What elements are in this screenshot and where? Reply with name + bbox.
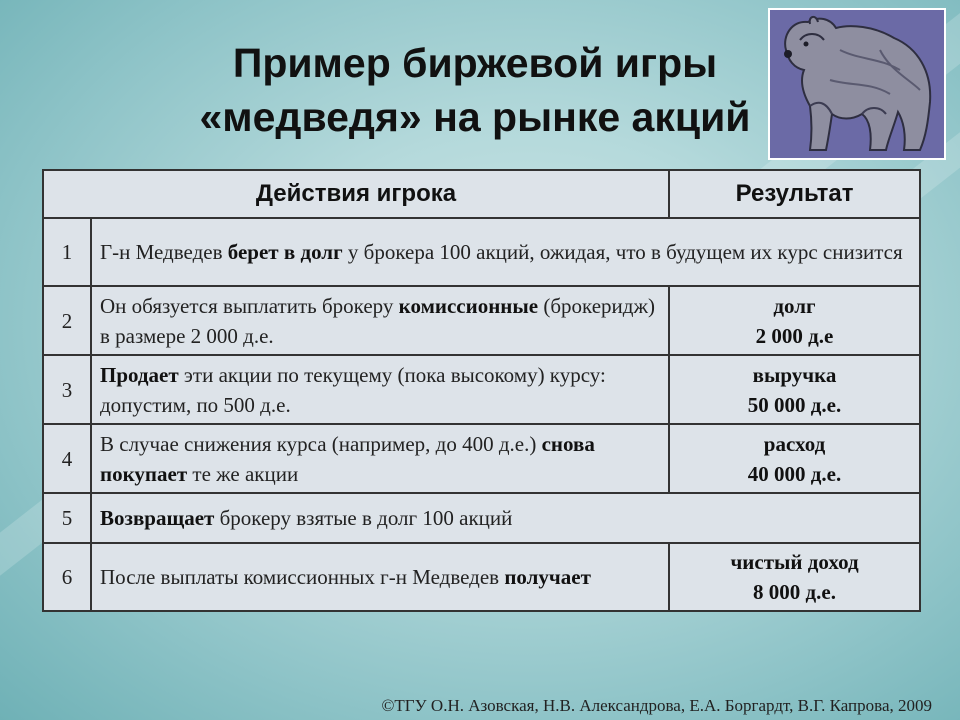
action-bold-text: получает	[504, 565, 591, 589]
bear-icon	[770, 10, 944, 158]
row-action	[91, 424, 669, 493]
action-bold-text: снова покупает	[100, 431, 595, 486]
action-text: (брокеридж) в размере 2 000 д.е.	[100, 293, 655, 348]
result-value: 40 000 д.е.	[747, 461, 842, 486]
row-number: 4	[43, 424, 91, 493]
action-text: Он обязуется выплатить брокеру	[100, 293, 399, 318]
table-row	[43, 493, 920, 543]
result-label: чистый доход	[730, 550, 859, 574]
table-row	[43, 543, 920, 611]
row-result	[669, 286, 920, 355]
result-value: 50 000 д.е.	[747, 392, 842, 417]
title-line-2: «медведя» на рынке акций	[199, 94, 751, 140]
bear-game-table	[42, 169, 921, 612]
action-text: эти акции по текущему (пока высокому) курсу: допустим, по 500 д.е.	[100, 362, 606, 417]
row-action	[91, 286, 669, 355]
footer-copyright: ©ТГУ О.Н. Азовская, Н.В. Александрова, Е.А. Боргардт, В.Г. Капрова, 2009	[381, 696, 932, 715]
action-bold-text: Возвращает	[100, 506, 215, 530]
row-number: 3	[43, 355, 91, 424]
row-action	[91, 543, 669, 611]
action-text: После выплаты комиссионных г-н Медведев	[100, 565, 505, 589]
row-number: 6	[43, 543, 91, 611]
row-number: 2	[43, 286, 91, 355]
action-bold-text: Продает	[100, 362, 179, 387]
action-text: у брокера 100 акций, ожидая, что в будущем их курс снизится	[342, 240, 903, 264]
bear-image	[768, 8, 946, 160]
slide-title	[150, 36, 800, 144]
action-text: брокеру взятые в долг 100 акций	[214, 506, 513, 530]
row-action	[91, 218, 920, 286]
table-row	[43, 286, 920, 355]
row-result	[669, 424, 920, 493]
table-header-row	[43, 170, 920, 218]
table-row	[43, 424, 920, 493]
result-value: 8 000 д.е.	[753, 580, 836, 604]
row-result	[669, 543, 920, 611]
result-value: 2 000 д.е	[755, 323, 834, 348]
action-text: Г-н Медведев	[100, 240, 228, 264]
row-result	[669, 355, 920, 424]
action-text: В случае снижения курса (например, до 400 д.е.)	[100, 431, 542, 456]
result-label: долг	[773, 293, 816, 318]
header-result: Результат	[669, 170, 920, 218]
result-label: выручка	[752, 362, 837, 387]
row-action	[91, 493, 920, 543]
row-action	[91, 355, 669, 424]
action-text: те же акции	[187, 461, 299, 486]
header-actions: Действия игрока	[43, 170, 669, 218]
action-bold-text: комиссионные	[398, 293, 539, 318]
action-bold-text: берет в долг	[227, 240, 343, 264]
row-number: 5	[43, 493, 91, 543]
result-label: расход	[763, 431, 826, 456]
title-line-1: Пример биржевой игры	[232, 40, 718, 86]
table-row	[43, 355, 920, 424]
table-row	[43, 218, 920, 286]
row-number: 1	[43, 218, 91, 286]
